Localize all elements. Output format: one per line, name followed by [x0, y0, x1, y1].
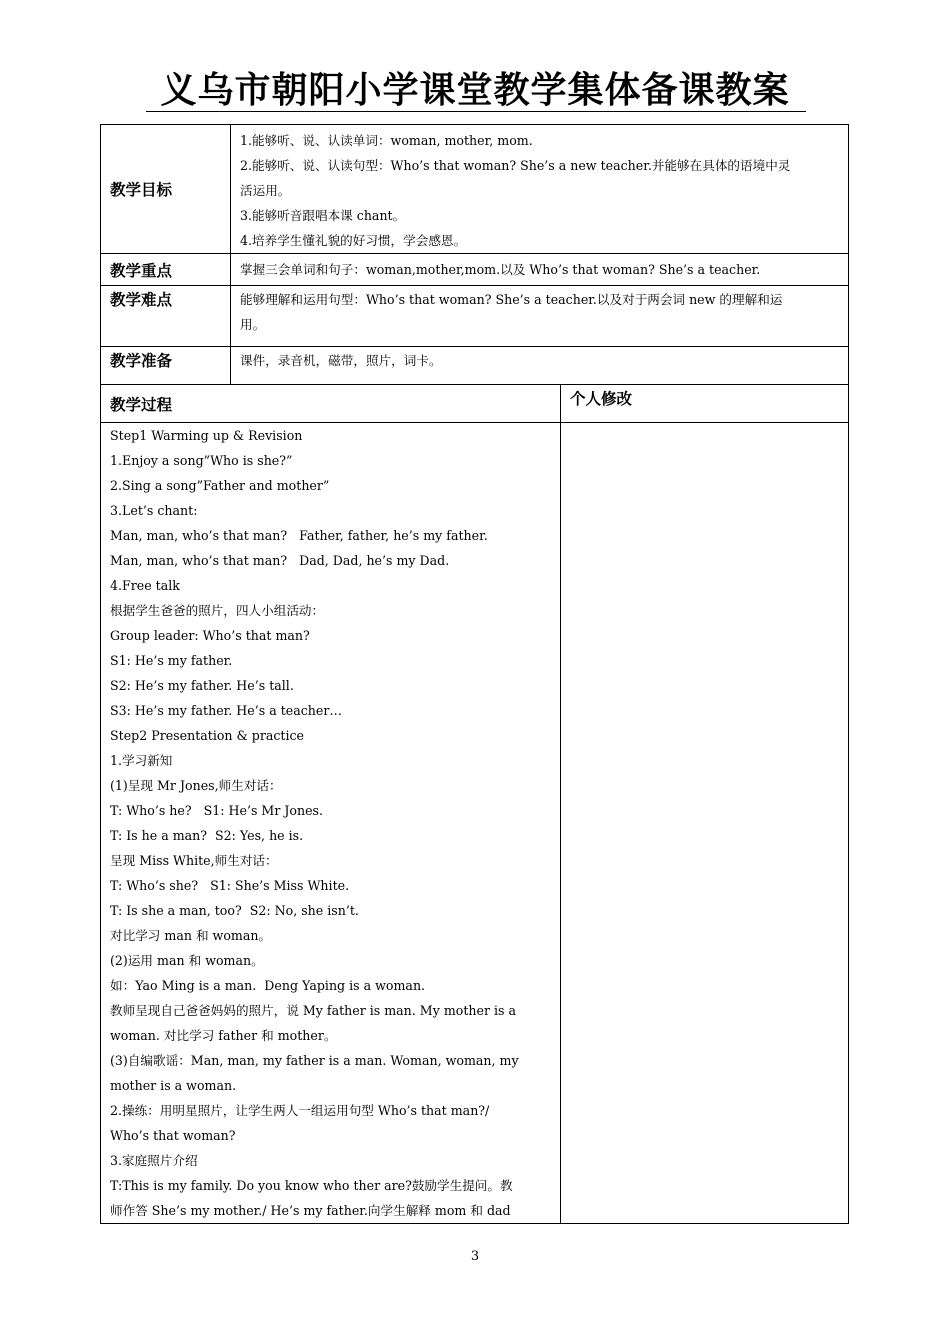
process-line: T: Who’s he? S1: He’s Mr Jones. [110, 803, 323, 818]
process-line: (1)呈现 Mr Jones,师生对话： [110, 778, 282, 793]
title-underline [146, 111, 806, 112]
process-line: 1.Enjoy a song”Who is she?” [110, 453, 293, 468]
lesson-plan-table [100, 124, 849, 1224]
objectives-line: 1.能够听、说、认读单词：woman, mother, mom. [240, 133, 533, 148]
process-line: 3.家庭照片介绍 [110, 1153, 198, 1168]
key-points-content [231, 254, 849, 286]
process-line: T:This is my family. Do you know who ther are?鼓励学生提问。教 [110, 1178, 513, 1193]
objectives-line: 2.能够听、说、认读句型：Who’s that woman? She’s a new teacher.并能够在具体的语境中灵 [240, 158, 791, 173]
key-points-row [101, 254, 849, 286]
notes-content [561, 423, 849, 1224]
process-line: 1.学习新知 [110, 753, 173, 768]
process-line: 3.Let’s chant: [110, 503, 198, 518]
difficulties-content [231, 286, 849, 347]
preparation-label: 教学准备 [101, 347, 231, 385]
key-points-text: 掌握三会单词和句子：woman,mother,mom.以及 Who’s that woman? She’s a teacher. [240, 262, 761, 277]
preparation-row [101, 347, 849, 385]
difficulties-row [101, 286, 849, 347]
process-line: 呈现 Miss White,师生对话： [110, 853, 278, 868]
process-line: (2)运用 man 和 woman。 [110, 953, 264, 968]
process-line: T: Who’s she? S1: She’s Miss White. [110, 878, 350, 893]
process-line: Who’s that woman? [110, 1128, 236, 1143]
objectives-row [101, 125, 849, 254]
process-line: 师作答 She’s my mother./ He’s my father.向学生解释 mom 和 dad [110, 1203, 511, 1218]
process-line: Group leader: Who’s that man? [110, 628, 310, 643]
objectives-line: 活运用。 [240, 183, 291, 198]
key-points-label: 教学重点 [101, 254, 231, 286]
page-number: 3 [470, 1249, 480, 1264]
process-content [101, 423, 561, 1224]
notes-label: 个人修改 [561, 385, 849, 423]
process-header-row [101, 385, 849, 423]
process-line: 2.Sing a song”Father and mother” [110, 478, 330, 493]
process-line: 4.Free talk [110, 578, 180, 593]
objectives-label: 教学目标 [101, 125, 231, 254]
difficulties-line: 能够理解和运用句型：Who’s that woman? She’s a teacher.以及对于两会词 new 的理解和运 [240, 292, 783, 307]
process-line: S2: He’s my father. He’s tall. [110, 678, 294, 693]
process-line: 如：Yao Ming is a man. Deng Yaping is a woman. [110, 978, 426, 993]
preparation-content [231, 347, 849, 385]
process-line: 2.操练：用明星照片，让学生两人一组运用句型 Who’s that man?/ [110, 1103, 490, 1118]
objectives-line: 4.培养学生懂礼貌的好习惯，学会感恩。 [240, 233, 467, 248]
process-line: T: Is she a man, too? S2: No, she isn’t. [110, 903, 359, 918]
process-line: Step1 Warming up & Revision [110, 428, 303, 443]
process-line: Man, man, who’s that man? Father, father, he’s my father. [110, 528, 488, 543]
process-line: Man, man, who’s that man? Dad, Dad, he’s my Dad. [110, 553, 450, 568]
process-line: 教师呈现自己爸爸妈妈的照片，说 My father is man. My mother is a [110, 1003, 516, 1018]
process-line: Step2 Presentation & practice [110, 728, 304, 743]
process-line: 根据学生爸爸的照片，四人小组活动： [110, 603, 325, 618]
process-label: 教学过程 [101, 385, 561, 423]
objectives-content [231, 125, 849, 254]
process-body-row [101, 423, 849, 1224]
difficulties-label: 教学难点 [101, 286, 231, 347]
process-line: (3)自编歌谣：Man, man, my father is a man. Woman, woman, my [110, 1053, 519, 1068]
process-line: 对比学习 man 和 woman。 [110, 928, 272, 943]
process-line: T: Is he a man? S2: Yes, he is. [110, 828, 304, 843]
preparation-text: 课件，录音机，磁带，照片，词卡。 [240, 353, 442, 368]
process-line: S3: He’s my father. He’s a teacher… [110, 703, 342, 718]
objectives-line: 3.能够听音跟唱本课 chant。 [240, 208, 406, 223]
difficulties-line: 用。 [240, 317, 266, 332]
document-title: 义乌市朝阳小学课堂教学集体备课教案 [160, 70, 790, 111]
process-line: mother is a woman. [110, 1078, 237, 1093]
process-line: woman. 对比学习 father 和 mother。 [110, 1028, 337, 1043]
process-line: S1: He’s my father. [110, 653, 233, 668]
